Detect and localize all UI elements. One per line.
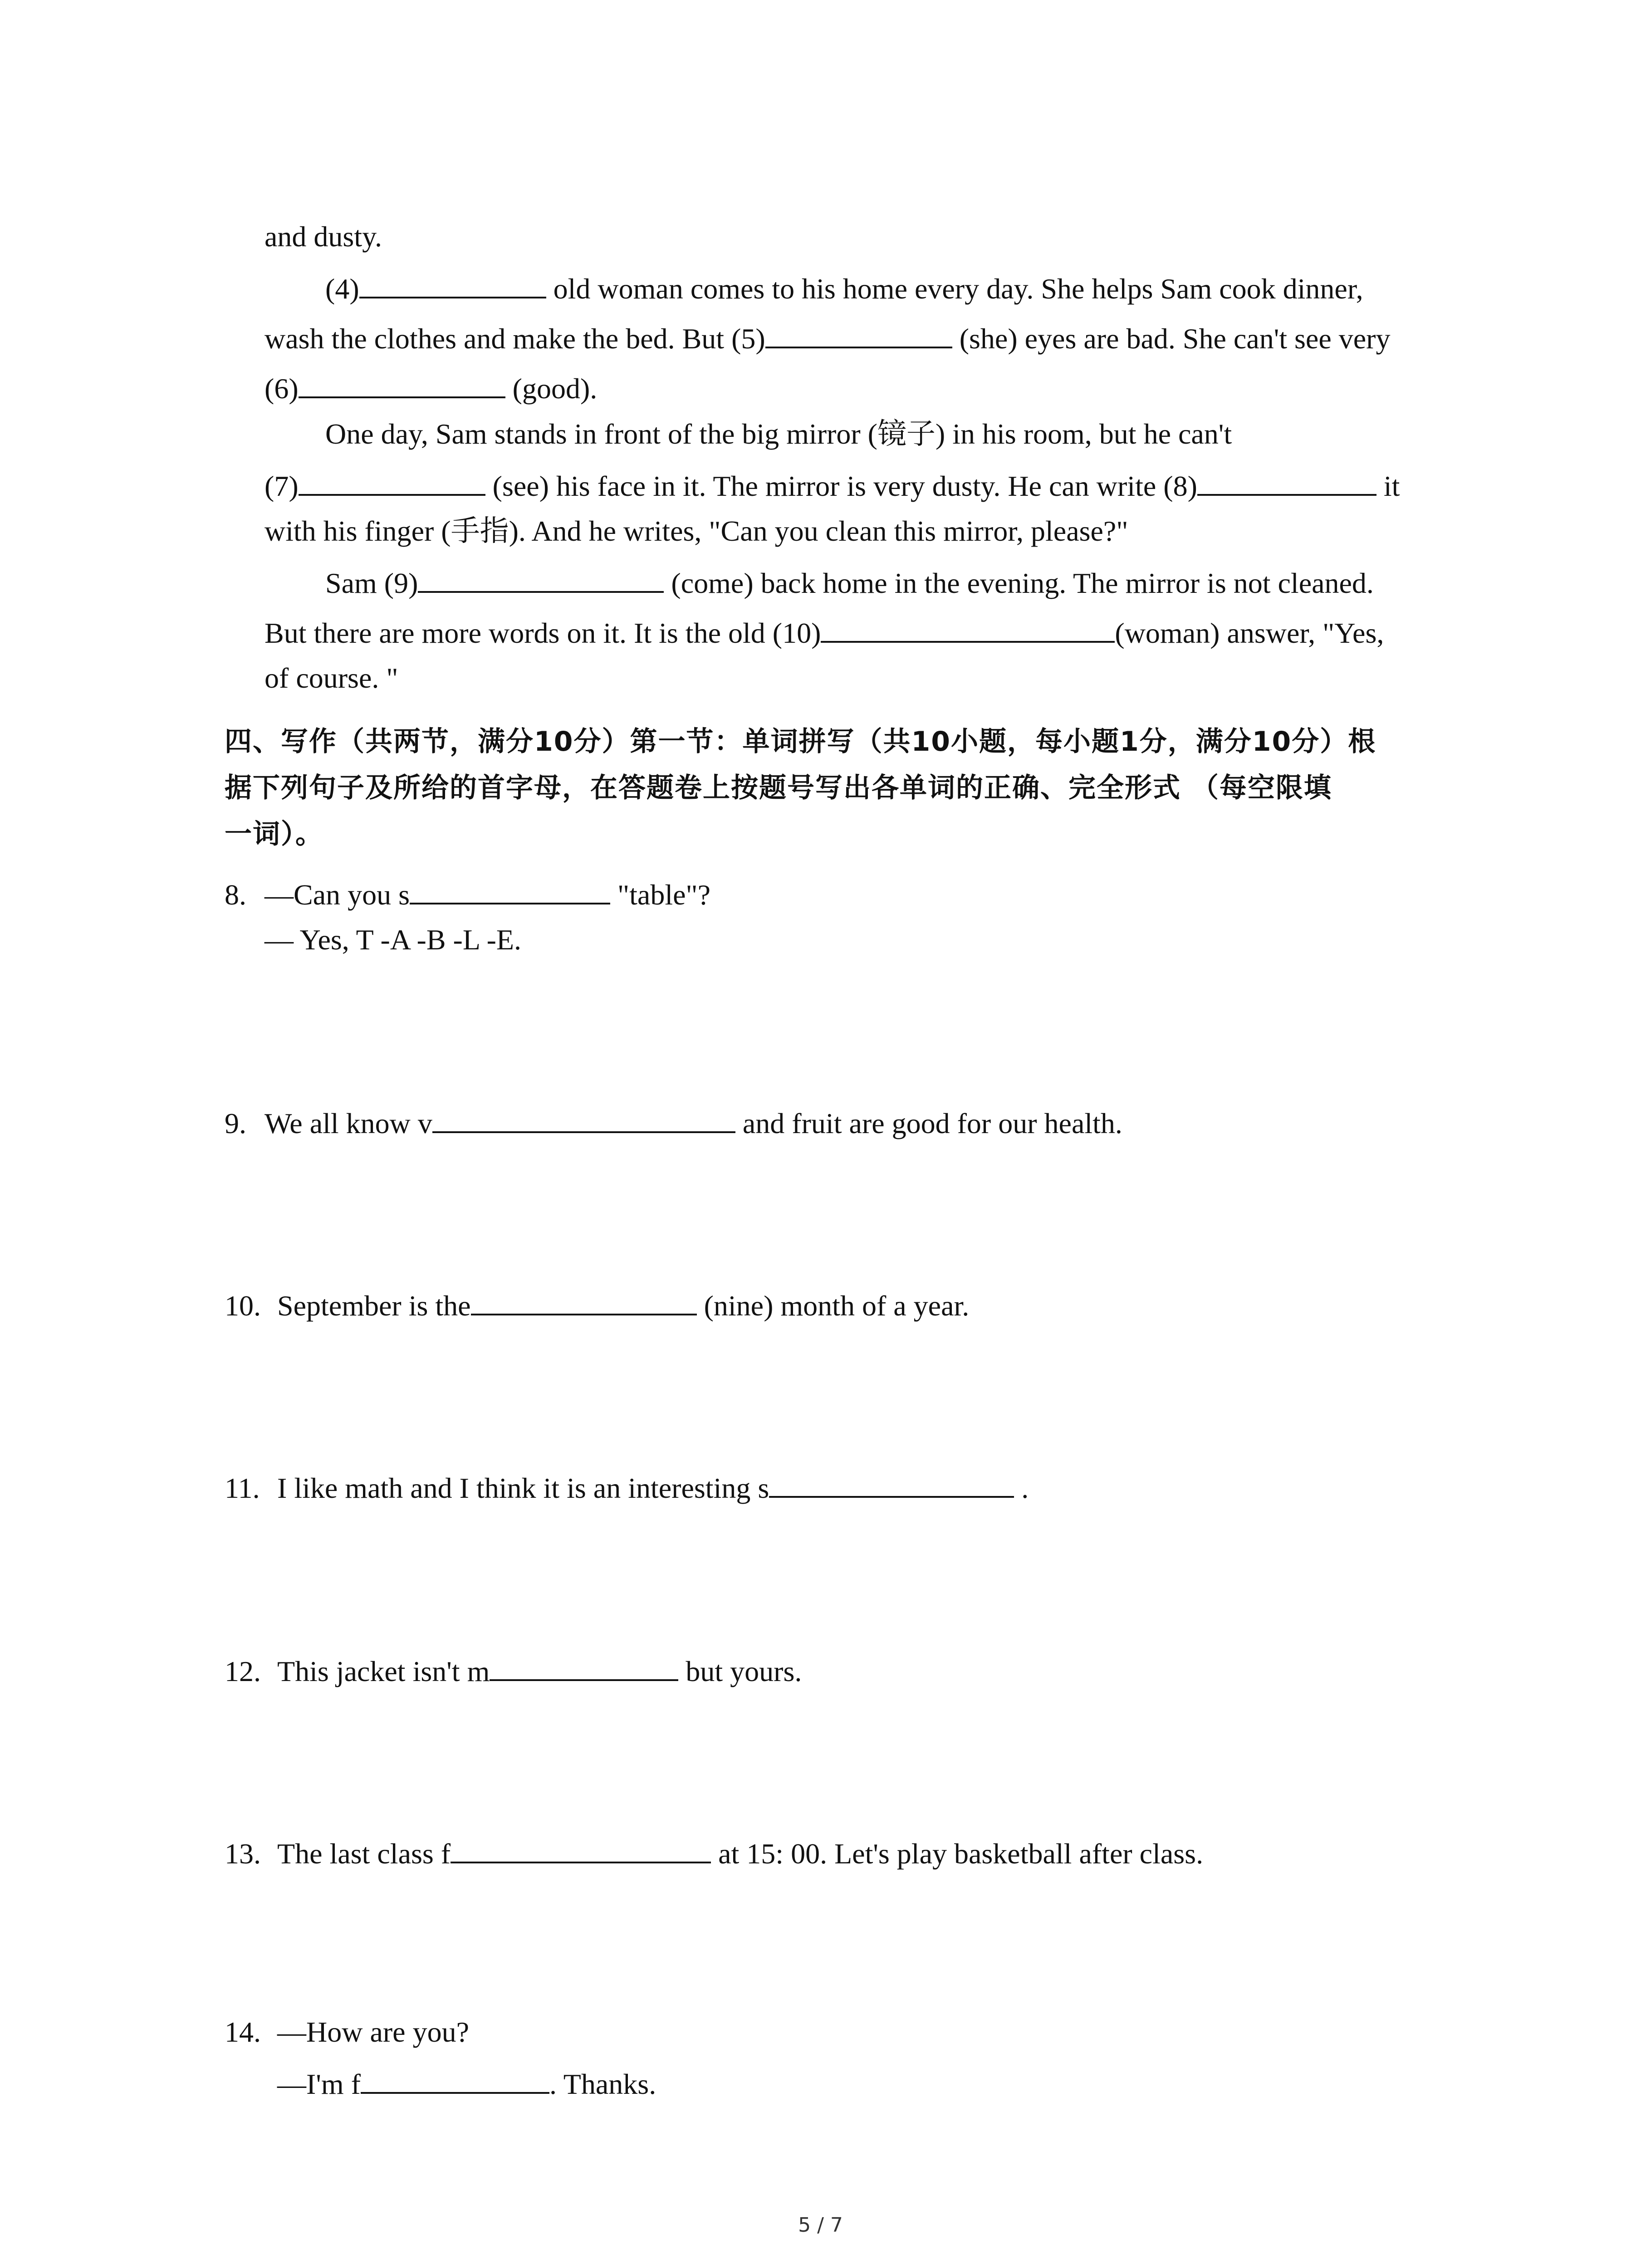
page-number: 5 / 7 [798,2214,843,2237]
question-text: This jacket isn't m [277,1655,490,1687]
passage-text: Sam (9) [325,567,418,599]
answer-blank-10[interactable] [821,615,1115,643]
passage-line-9 [265,615,1384,651]
answer-blank-4[interactable] [359,270,546,298]
passage-text: But there are more words on it. It is the old (10) [265,617,821,649]
answer-blank-q12[interactable] [490,1653,678,1681]
answer-blank-8[interactable] [1197,468,1376,496]
question-10 [225,1287,969,1324]
passage-line-10 [265,660,398,696]
question-text: September is the [277,1290,471,1322]
question-text: and fruit are good for our health. [735,1107,1122,1139]
question-text: —How are you? [277,2016,469,2048]
question-number: 8. [225,879,246,911]
question-text: "table"? [610,879,711,911]
answer-blank-q9[interactable] [432,1105,735,1133]
passage-line-5 [325,416,1232,452]
question-text: —Can you s [265,879,410,911]
question-13 [225,1835,1203,1872]
question-9 [225,1105,1122,1142]
passage-text: wash the clothes and make the bed. But (5) [265,323,765,355]
answer-blank-q8[interactable] [410,876,610,904]
question-text: — Yes, T -A -B -L -E. [265,924,521,956]
blank-label-6: (6) [265,372,299,405]
passage-text: (good). [505,372,598,405]
passage-line-7 [265,513,1128,549]
answer-blank-q13[interactable] [451,1835,711,1863]
question-number: 12. [225,1655,261,1687]
passage-text: (see) his face in it. The mirror is very dusty. He can write (8) [485,470,1197,502]
question-text: . Thanks. [549,2068,656,2100]
passage-line-3 [265,320,1390,357]
question-text: (nine) month of a year. [696,1290,970,1322]
answer-blank-q14[interactable] [361,2066,549,2094]
answer-blank-5[interactable] [765,320,952,348]
question-text: I like math and I think it is an interesting s [277,1472,769,1504]
question-text: We all know v [265,1107,432,1139]
question-11 [225,1470,1029,1506]
section-heading-line-1: 四、写作（共两节，满分10分）第一节：单词拼写（共10小题，每小题1分，满分10分）根 [225,726,1376,758]
question-text: at 15: 00. Let's play basketball after class. [711,1838,1204,1870]
passage-text: old woman comes to his home every day. She helps Sam cook dinner, [546,273,1363,305]
question-text: —I'm f [277,2068,361,2100]
passage-text: and dusty. [265,220,382,253]
question-number: 14. [225,2016,261,2048]
passage-text: (she) eyes are bad. She can't see very [952,323,1391,355]
question-14-response [277,2066,656,2102]
section-heading-line-3: 一词）。 [225,818,323,850]
question-text: but yours. [678,1655,802,1687]
question-number: 11. [225,1472,260,1504]
question-text: The last class f [277,1838,451,1870]
passage-text: with his finger (手指). And he writes, "Can you clean this mirror, please?" [265,515,1128,547]
answer-blank-q10[interactable] [471,1287,697,1315]
question-number: 10. [225,1290,261,1322]
blank-label-7: (7) [265,470,299,502]
passage-text: (woman) answer, "Yes, [1115,617,1384,649]
passage-text: it [1376,470,1400,502]
passage-text: of course. " [265,662,398,694]
answer-blank-q11[interactable] [769,1470,1014,1498]
answer-blank-7[interactable] [299,468,485,496]
section-heading-line-2: 据下列句子及所给的首字母，在答题卷上按题号写出各单词的正确、完全形式 （每空限填 [225,772,1332,804]
passage-line-8 [325,565,1374,601]
passage-line-4 [265,370,597,407]
question-8 [225,876,710,913]
blank-label-4: (4) [325,273,359,305]
question-number: 9. [225,1107,246,1139]
answer-blank-6[interactable] [299,370,505,398]
passage-line-2 [325,270,1363,307]
passage-line-6 [265,468,1400,504]
question-8-response [265,922,521,958]
passage-line-1 [265,219,382,255]
question-text: . [1014,1472,1029,1504]
answer-blank-9[interactable] [418,565,664,593]
passage-text: One day, Sam stands in front of the big mirror (镜子) in his room, but he can't [325,418,1232,450]
passage-text: (come) back home in the evening. The mirror is not cleaned. [664,567,1374,599]
question-14 [225,2014,469,2050]
question-number: 13. [225,1838,261,1870]
question-12 [225,1653,802,1690]
